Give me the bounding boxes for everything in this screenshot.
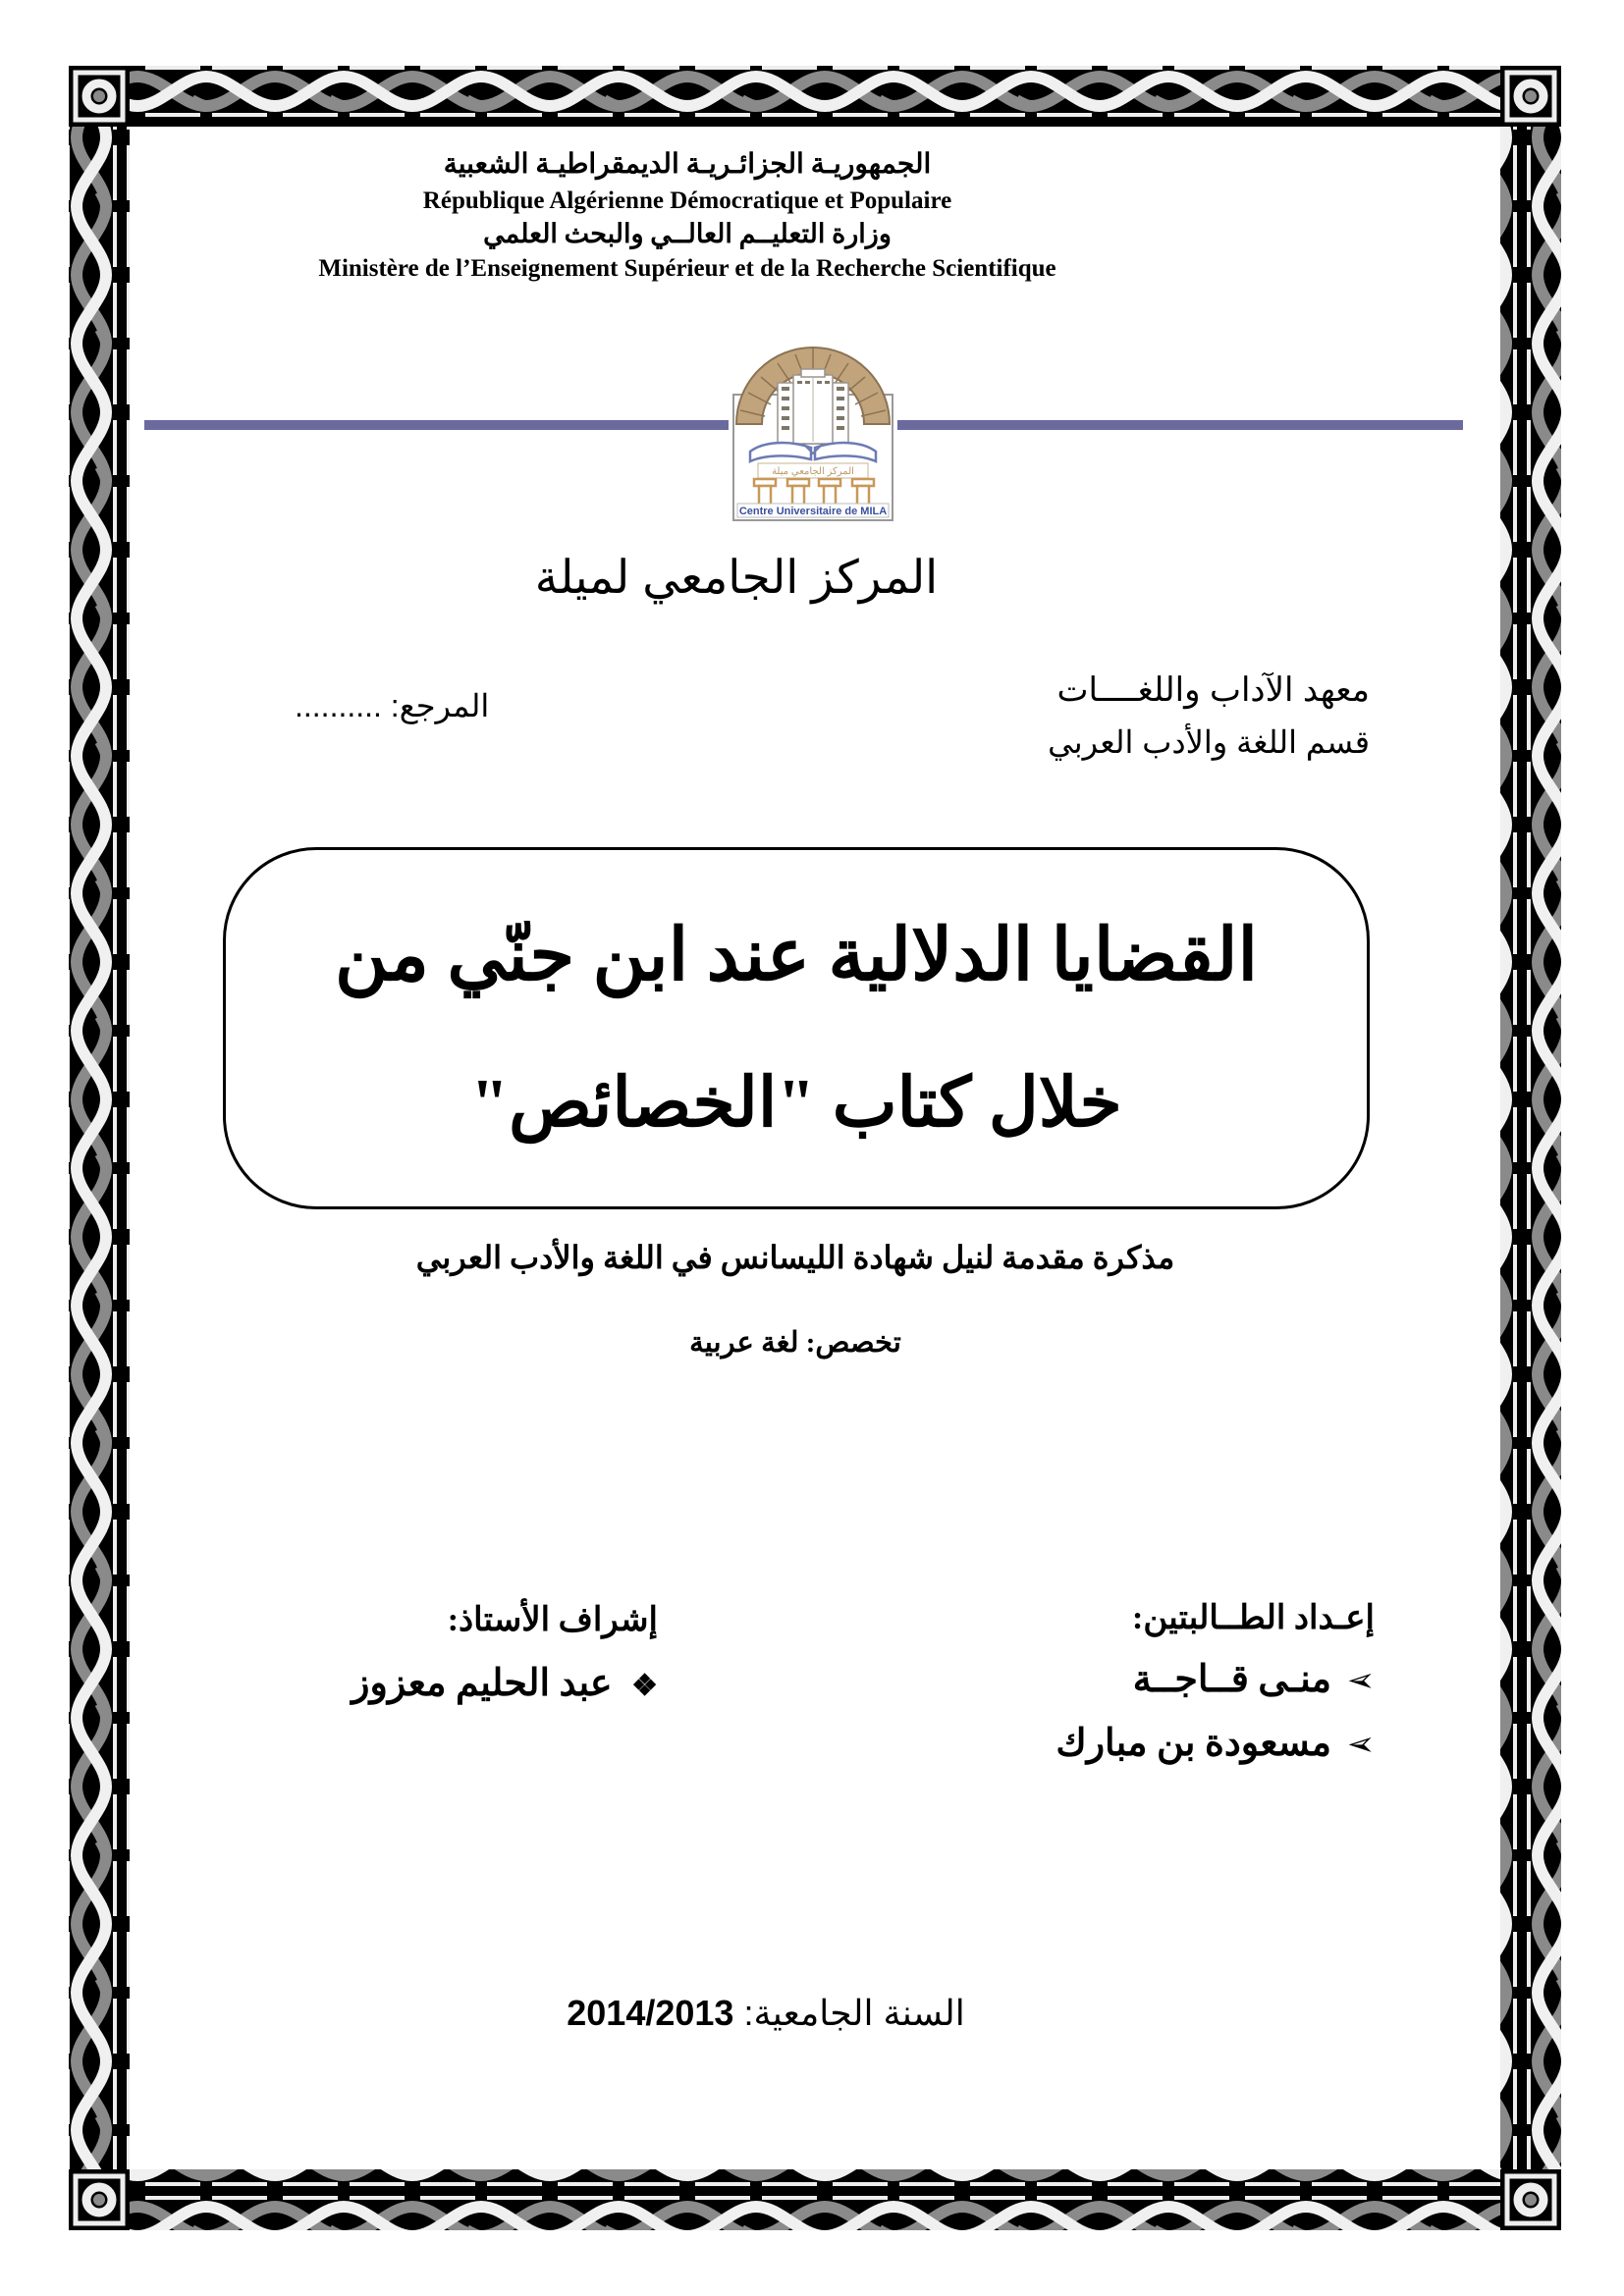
thesis-title-line2: خلال كتاب "الخصائص" <box>470 1065 1122 1142</box>
arrow-bullet-icon: ➢ <box>1346 1663 1375 1699</box>
academic-year-value: 2014/2013 <box>567 1993 734 2033</box>
institute-name: معهد الآداب واللغــــات <box>1056 671 1370 709</box>
reference-field: المرجع: .......... <box>295 688 490 723</box>
thesis-title-box <box>223 847 1370 1209</box>
thesis-subtitle: مذكرة مقدمة لنيل شهادة الليسانس في اللغة والأدب العربي <box>415 1240 1175 1275</box>
university-name: المركز الجامعي لميلة <box>534 551 939 603</box>
list-item <box>903 1657 1375 1701</box>
students-block <box>903 1598 1375 1765</box>
supervisor-block <box>221 1600 658 1705</box>
ministry-name-french: Ministère de l’Enseignement Supérieur et de la Recherche Scientifique <box>318 255 1056 282</box>
logo-banner <box>758 463 868 478</box>
list-item <box>221 1661 658 1705</box>
supervisor-name: عبد الحليم معزوز <box>352 1663 613 1704</box>
list-item <box>903 1721 1375 1765</box>
student-name: مسعودة بن مبارك <box>1056 1723 1331 1764</box>
academic-year-label: السنة الجامعية: <box>743 1993 965 2033</box>
thesis-title-line1: القضايا الدلالية عند ابن جنّي من <box>334 916 1259 997</box>
institute-block <box>1048 673 1370 758</box>
student-name: منـى قــاجــة <box>1132 1659 1331 1700</box>
university-logo <box>729 336 897 528</box>
academic-year <box>0 1993 1532 2034</box>
diamond-bullet-icon: ❖ <box>631 1670 658 1702</box>
department-name: قسم اللغة والأدب العربي <box>1048 724 1370 760</box>
thesis-specialty: تخصص: لغة عربية <box>689 1327 901 1359</box>
ministry-name-arabic: وزارة التعليــم العالــي والبحث العلمي <box>483 219 892 249</box>
svg-text:Centre Universitaire de MILA: Centre Universitaire de MILA <box>738 506 888 517</box>
arrow-bullet-icon: ➢ <box>1346 1727 1375 1763</box>
republic-name-arabic: الجمهوريـة الجزائـريـة الديمقراطيـة الشعبية <box>443 149 932 180</box>
students-heading: إعـداد الطــالبتين: <box>1132 1600 1375 1636</box>
republic-name-french: République Algérienne Démocratique et Populaire <box>422 187 952 214</box>
supervisor-heading: إشراف الأستاذ: <box>447 1602 658 1638</box>
logo-caption <box>737 504 889 517</box>
official-header <box>137 147 1237 284</box>
svg-text:المركز الجامعي ميلة: المركز الجامعي ميلة <box>772 466 854 477</box>
